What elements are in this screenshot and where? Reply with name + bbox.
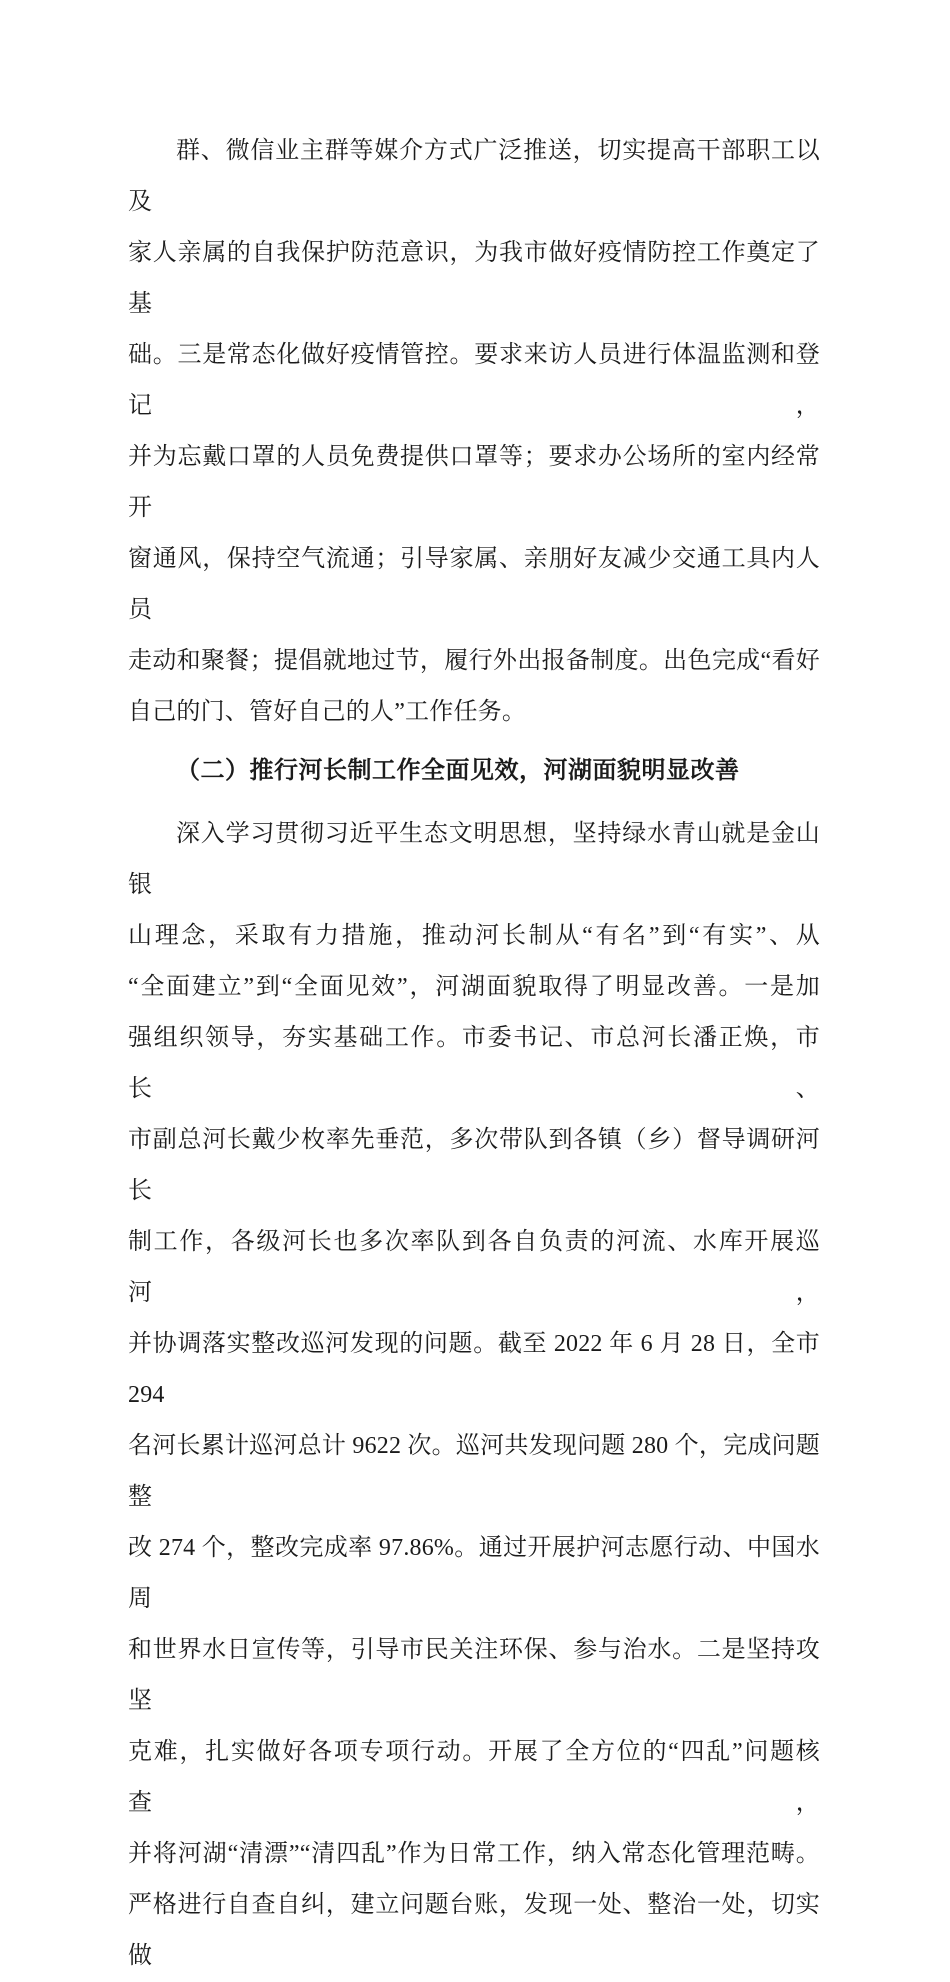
paragraph-river-chief-work [128, 809, 820, 1982]
body-text-line: 础。三是常态化做好疫情管控。要求来访人员进行体温监测和登记， [128, 342, 820, 419]
body-text-line: 名河长累计巡河总计 9622 次。巡河共发现问题 280 个，完成问题整 [128, 1433, 820, 1510]
body-text-line: 强组织领导，夯实基础工作。市委书记、市总河长潘正焕，市长、 [128, 1025, 820, 1102]
body-text-line: 市副总河长戴少枚率先垂范，多次带队到各镇（乡）督导调研河长 [128, 1127, 820, 1204]
body-text-line: 并协调落实整改巡河发现的问题。截至 2022 年 6 月 28 日，全市 294 [128, 1331, 820, 1408]
body-text-line: 家人亲属的自我保护防范意识，为我市做好疫情防控工作奠定了基 [128, 240, 820, 317]
body-text-line: 并为忘戴口罩的人员免费提供口罩等；要求办公场所的室内经常开 [128, 444, 820, 521]
body-text-line: 克难，扎实做好各项专项行动。开展了全方位的“四乱”问题核查， [128, 1739, 820, 1816]
body-text-line: 窗通风，保持空气流通；引导家属、亲朋好友减少交通工具内人员 [128, 546, 820, 623]
body-text-line: “全面建立”到“全面见效”，河湖面貌取得了明显改善。一是加 [128, 974, 820, 1000]
body-text-line: 并将河湖“清漂”“清四乱”作为日常工作，纳入常态化管理范畴。 [128, 1841, 820, 1867]
body-text-line: 群、微信业主群等媒介方式广泛推送，切实提高干部职工以及 [128, 138, 820, 215]
body-text-line: 制工作，各级河长也多次率队到各自负责的河流、水库开展巡河， [128, 1229, 820, 1306]
body-text-line: 改 274 个，整改完成率 97.86%。通过开展护河志愿行动、中国水周 [128, 1535, 820, 1612]
section-heading-river-chief: （二）推行河长制工作全面见效，河湖面貌明显改善 [176, 758, 740, 784]
body-text-line: 严格进行自查自纠，建立问题台账，发现一处、整治一处，切实做 [128, 1892, 820, 1969]
body-text-line: 走动和聚餐；提倡就地过节，履行外出报备制度。出色完成“看好 [128, 648, 820, 674]
body-text-line: 和世界水日宣传等，引导市民关注环保、参与治水。二是坚持攻坚 [128, 1637, 820, 1714]
body-text-line: 自己的门、管好自己的人”工作任务。 [128, 699, 527, 725]
paragraph-epidemic-control [128, 126, 820, 738]
body-text-line: 山理念，采取有力措施，推动河长制从“有名”到“有实”、从 [128, 923, 820, 949]
body-text-line: 深入学习贯彻习近平生态文明思想，坚持绿水青山就是金山银 [128, 821, 820, 898]
